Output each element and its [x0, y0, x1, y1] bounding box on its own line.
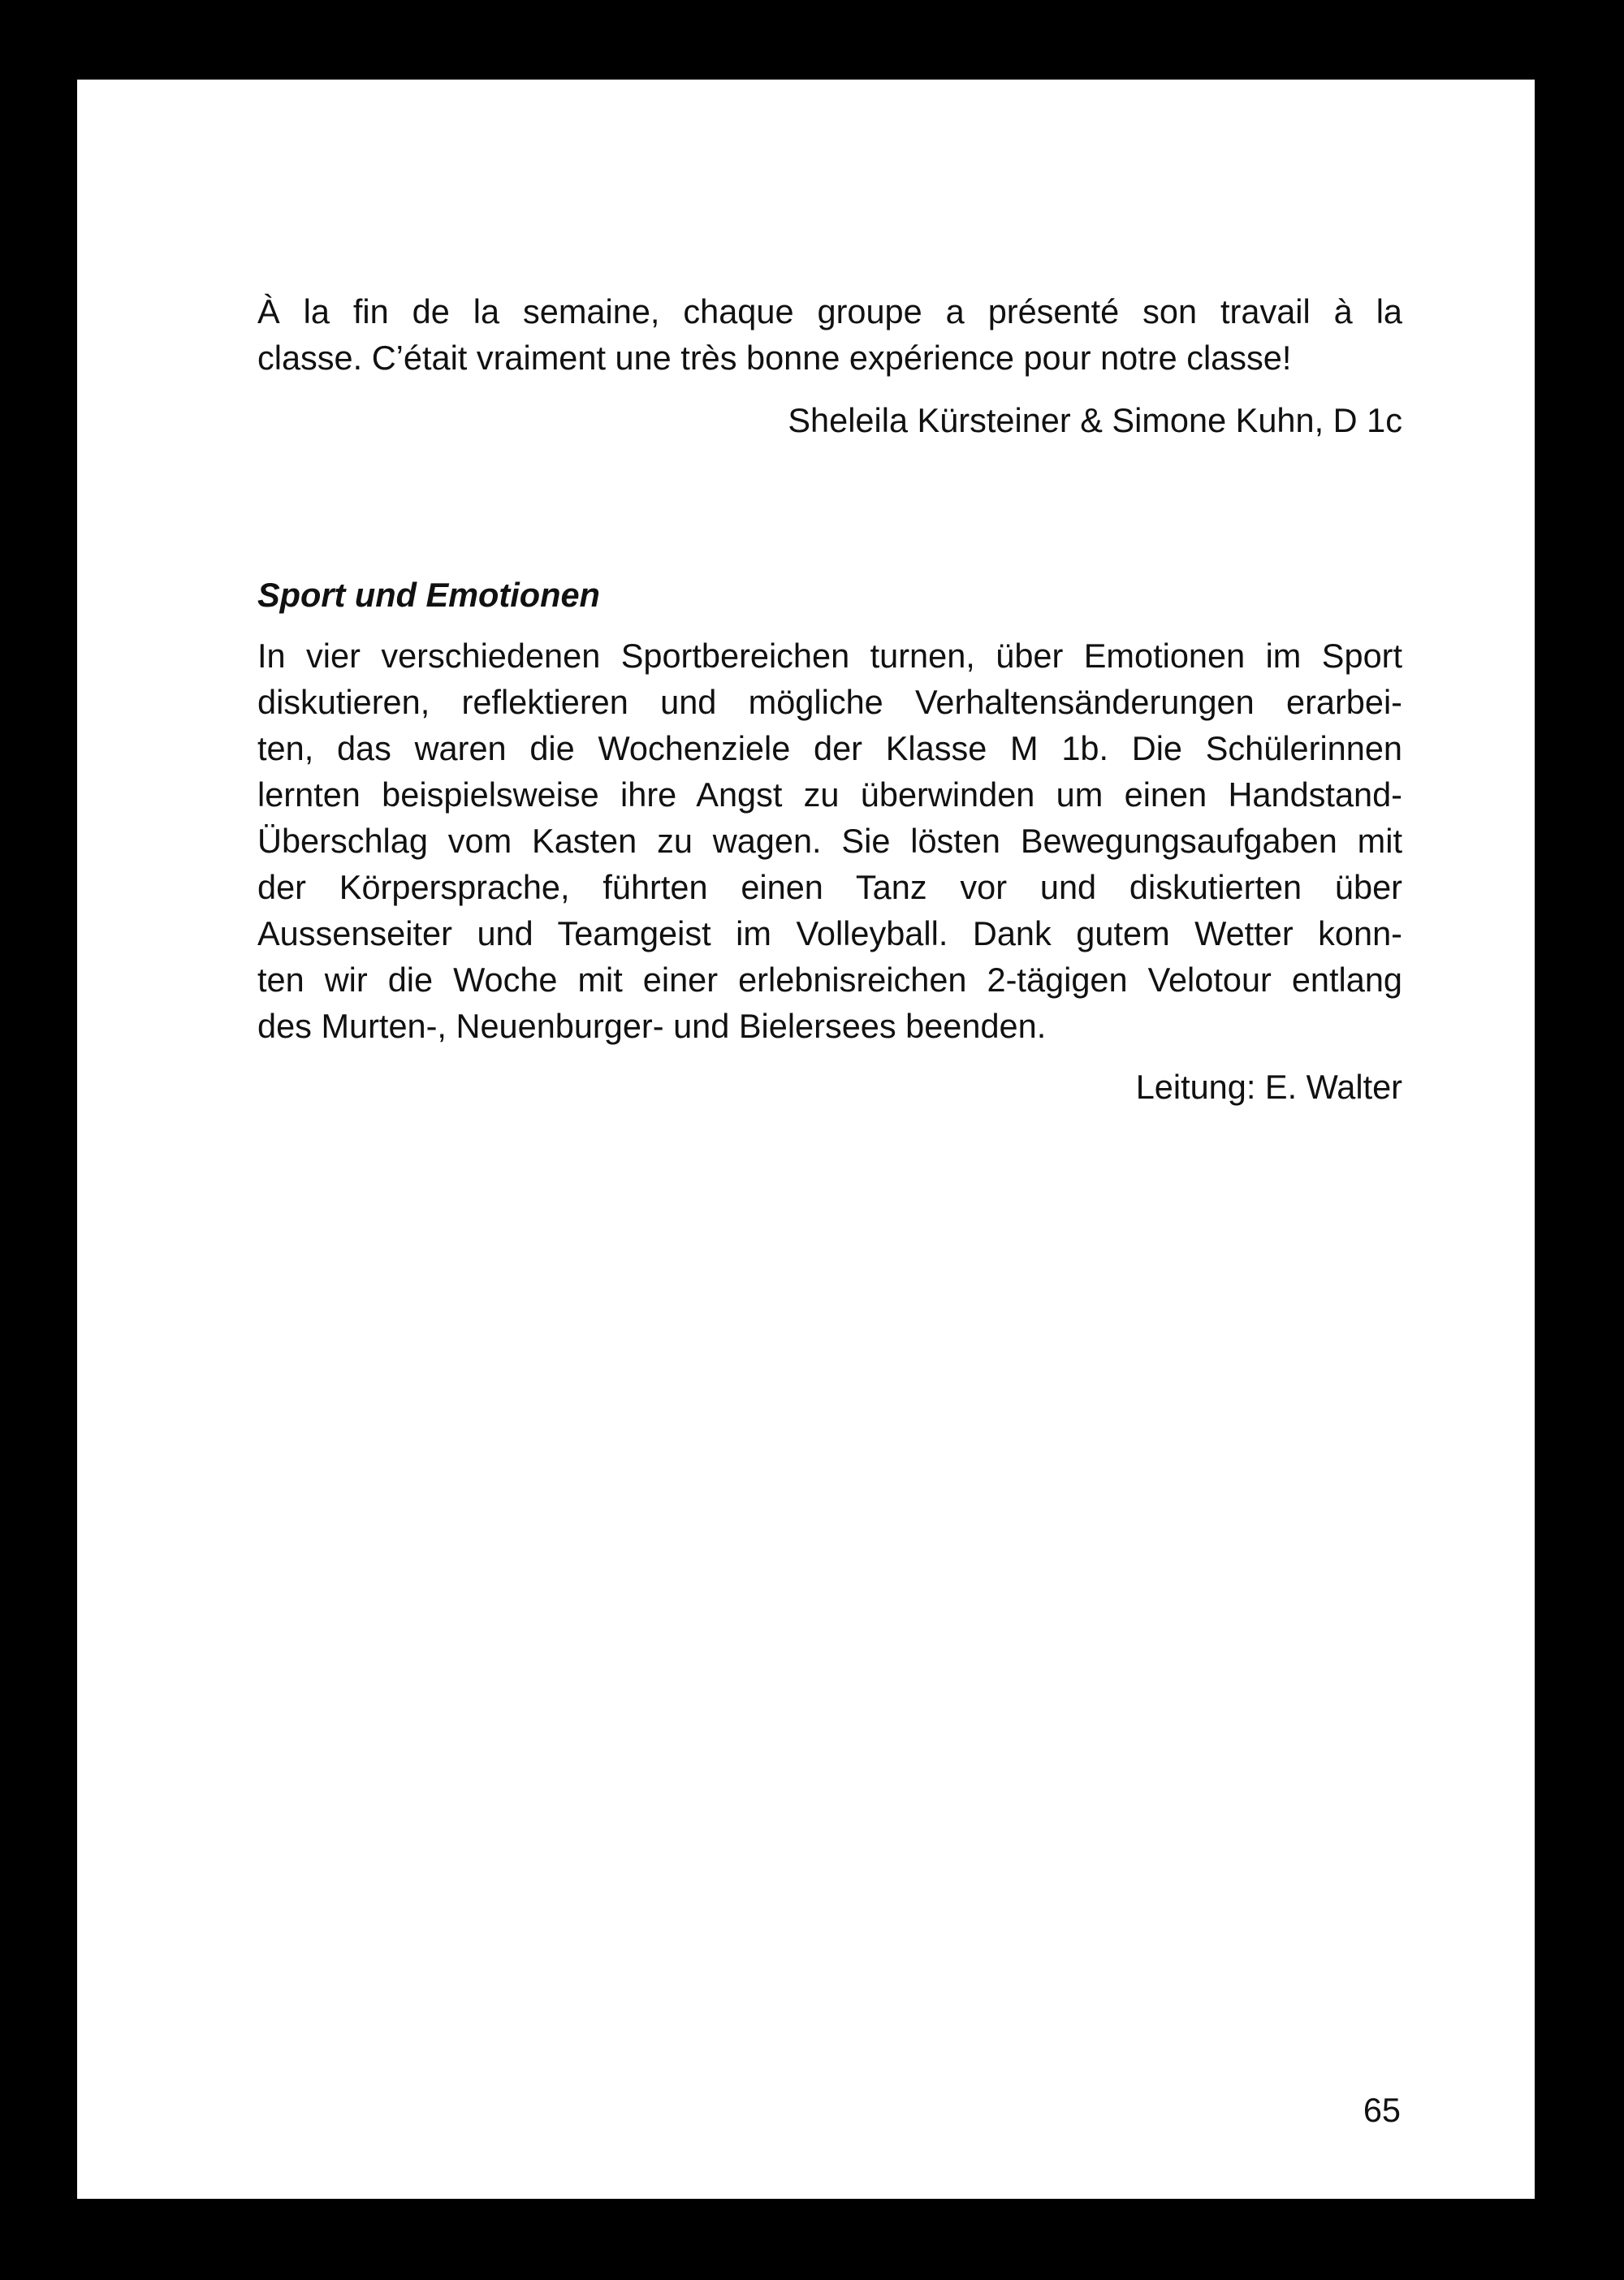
paragraph-line: Überschlag vom Kasten zu wagen. Sie lösten Bewegungsaufgaben mit [257, 822, 1402, 860]
paragraph-line: des Murten-, Neuenburger- und Bielersees beenden. [257, 1007, 1047, 1045]
intro-signature: Sheleila Kürsteiner & Simone Kuhn, D 1c [788, 401, 1402, 439]
paragraph-line: In vier verschiedenen Sportbereichen turnen, über Emotionen im Sport [257, 637, 1402, 675]
paragraph-line: lernten beispielsweise ihre Angst zu überwinden um einen Handstand- [257, 775, 1402, 814]
paragraph-line: classe. C’était vraiment une très bonne expérience pour notre classe! [257, 339, 1292, 377]
section-paragraph [257, 633, 1402, 1049]
intro-paragraph [257, 288, 1402, 381]
paragraph-line: diskutieren, reflektieren und mögliche Verhaltensänderungen erarbei- [257, 683, 1402, 721]
paragraph-line: À la fin de la semaine, chaque groupe a présenté son travail à la [257, 292, 1402, 330]
page-number: 65 [1363, 2091, 1401, 2129]
paragraph-line: ten wir die Woche mit einer erlebnisreichen 2-tägigen Velotour entlang [257, 961, 1402, 999]
paragraph-line: der Körpersprache, führten einen Tanz vor und diskutierten über [257, 868, 1402, 906]
paragraph-line: Aussenseiter und Teamgeist im Volleyball. Dank gutem Wetter konn- [257, 914, 1402, 952]
section-heading: Sport und Emotionen [257, 576, 600, 614]
paragraph-line: ten, das waren die Wochenziele der Klasse M 1b. Die Schülerinnen [257, 729, 1402, 767]
section-signature: Leitung: E. Walter [1135, 1068, 1402, 1106]
document-page [77, 80, 1535, 2199]
